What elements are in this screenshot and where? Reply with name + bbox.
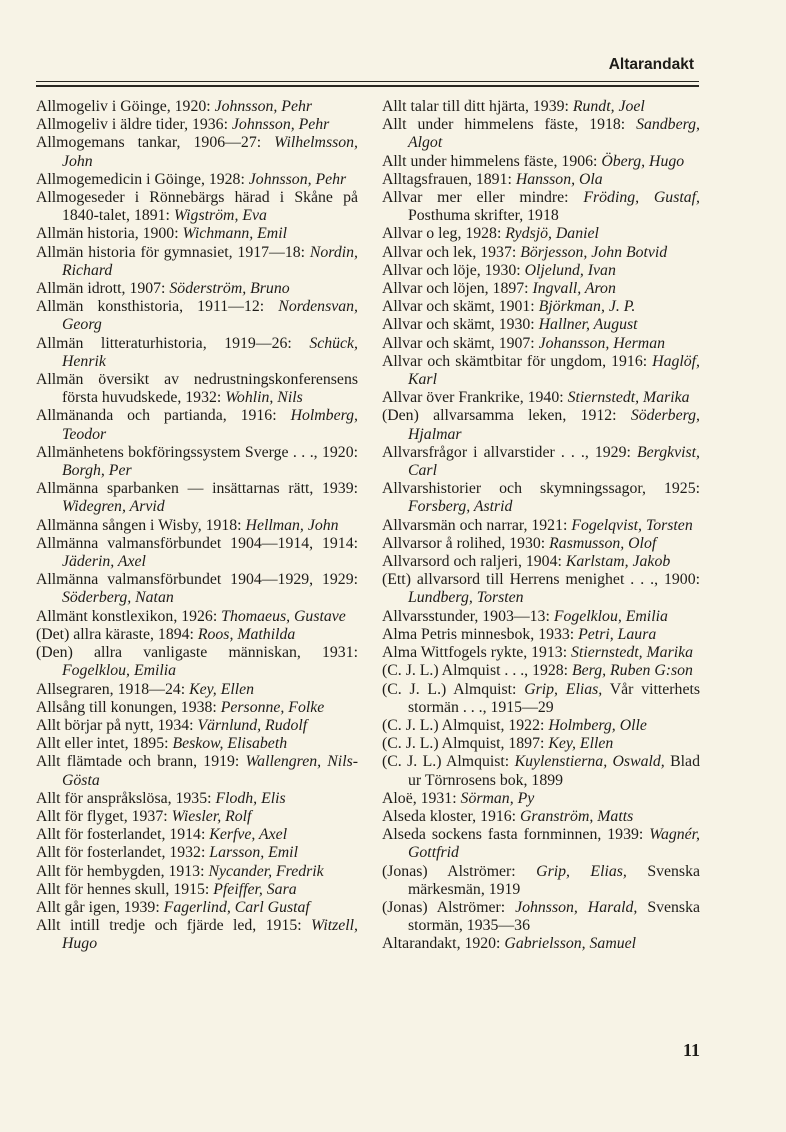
entry-author: Rasmusson, Olof <box>549 534 657 552</box>
entry-title: Allmän historia, 1900: <box>36 225 183 243</box>
catalog-entry <box>382 407 700 443</box>
catalog-entry <box>36 280 358 298</box>
entry-title: Allvar mer eller mindre: <box>382 189 584 207</box>
entry-title: Allmän konsthistoria, 1911—12: <box>36 298 279 316</box>
entry-author: Flodh, Elis <box>215 789 286 807</box>
catalog-entry <box>36 480 358 516</box>
catalog-entry <box>382 444 700 480</box>
catalog-entry <box>382 790 700 808</box>
catalog-entry <box>36 335 358 371</box>
entry-author: Wallengren, Nils-Gösta <box>62 753 358 789</box>
catalog-entry <box>382 571 700 607</box>
entry-title: Allmänna valmansförbundet 1904—1929, 1929: <box>36 571 358 589</box>
entry-author: Hellman, John <box>245 516 339 534</box>
entry-author: Johnsson, Pehr <box>231 116 330 134</box>
catalog-entry <box>36 571 358 607</box>
catalog-entry <box>382 608 700 626</box>
entry-title: Allt under himmelens fäste, 1906: <box>382 152 602 170</box>
entry-title: Altarandakt, 1920: <box>382 935 505 953</box>
catalog-entry <box>36 626 358 644</box>
entry-title: Allmogemedicin i Göinge, 1928: <box>36 170 249 188</box>
entry-author: Fogelklou, Emilia <box>62 662 177 680</box>
entry-author: Larsson, Emil <box>209 844 298 862</box>
entry-author: Thomaeus, Gustave <box>221 607 346 625</box>
entry-title: Allmogeseder i Rönnebärgs härad i Skåne på 1840-talet, 1891: <box>36 189 358 225</box>
catalog-entry <box>382 535 700 553</box>
entry-title: Allt eller intet, 1895: <box>36 735 173 753</box>
catalog-entry <box>36 735 358 753</box>
entry-title: Allt för fosterlandet, 1932: <box>36 844 210 862</box>
catalog-entry <box>36 899 358 917</box>
entry-author: Johnsson, Harald, <box>515 898 638 916</box>
entry-author: Jäderin, Axel <box>62 553 146 571</box>
catalog-entry <box>382 863 700 899</box>
entry-title: Allmän översikt av nedrustningskonferensens första huvudskede, 1932: <box>36 371 358 407</box>
entry-author: Wigström, Eva <box>173 207 267 225</box>
entry-title: Allt för fosterlandet, 1914: <box>36 826 210 844</box>
entry-title: Allt för hembygden, 1913: <box>36 862 209 880</box>
catalog-entry <box>382 826 700 862</box>
catalog-entry <box>36 717 358 735</box>
entry-title: Allt för hennes skull, 1915: <box>36 880 214 898</box>
entry-title: Alseda kloster, 1916: <box>382 807 521 825</box>
entry-title: Allmän idrott, 1907: <box>36 280 170 298</box>
entry-title: Allvar och skämt, 1907: <box>382 334 539 352</box>
entry-author: Borgh, Per <box>62 462 132 480</box>
entry-author: Widegren, Arvid <box>62 498 165 516</box>
catalog-entry <box>382 480 700 516</box>
entry-author: Witzell, Hugo <box>62 917 358 953</box>
header-rule-thin <box>36 81 699 82</box>
entry-author: Personne, Folke <box>220 698 325 716</box>
entry-author: Oljelund, Ivan <box>524 261 616 279</box>
entry-title: Aloë, 1931: <box>382 789 461 807</box>
catalog-entry <box>382 262 700 280</box>
catalog-entry <box>382 717 700 735</box>
catalog-entry <box>36 444 358 480</box>
catalog-entry <box>382 298 700 316</box>
entry-author: Ingvall, Aron <box>532 280 616 298</box>
entry-title: Allvarsstunder, 1903—13: <box>382 607 554 625</box>
entry-author: Holmberg, Olle <box>548 716 647 734</box>
entry-title: Alseda sockens fasta fornminnen, 1939: <box>382 826 650 844</box>
catalog-entry <box>36 863 358 881</box>
entry-title: Allt börjar på nytt, 1934: <box>36 716 198 734</box>
entry-title: Allvar och skämtbitar för ungdom, 1916: <box>382 352 653 370</box>
catalog-entry <box>382 753 700 789</box>
entry-author: Hallner, August <box>538 316 638 334</box>
entry-rest: Svenska stormän, 1935—36 <box>408 898 700 935</box>
entry-author: Bergkvist, Carl <box>408 443 700 480</box>
running-header: Altarandakt <box>608 56 694 73</box>
entry-author: Petri, Laura <box>578 625 657 643</box>
catalog-entry <box>382 808 700 826</box>
catalog-entry <box>382 662 700 680</box>
entry-title: (C. J. L.) Almquist . . ., 1928: <box>382 662 573 680</box>
catalog-entry <box>36 189 358 225</box>
entry-author: Fagerlind, Carl Gustaf <box>163 898 310 916</box>
catalog-entry <box>382 244 700 262</box>
entry-author: Wagnér, Gottfrid <box>408 826 700 862</box>
catalog-entry <box>382 389 700 407</box>
entry-title: Allmänanda och partianda, 1916: <box>36 407 291 425</box>
entry-title: Allvarsfrågor i allvarstider . . ., 1929: <box>382 443 637 461</box>
catalog-entry <box>36 644 358 680</box>
entry-title: Allvar och skämt, 1901: <box>382 298 539 316</box>
entry-author: Johnsson, Pehr <box>214 98 312 115</box>
entry-author: Fogelqvist, Torsten <box>571 516 693 534</box>
entry-author: Stiernstedt, Marika <box>567 389 690 407</box>
catalog-entry <box>36 407 358 443</box>
entry-author: Grip, Elias, <box>524 680 603 698</box>
entry-title: Allt talar till ditt hjärta, 1939: <box>382 98 573 115</box>
entry-author: Forsberg, Astrid <box>408 498 513 516</box>
entry-author: Öberg, Hugo <box>601 152 685 170</box>
catalog-entry <box>382 225 700 243</box>
catalog-entry <box>382 189 700 225</box>
catalog-entry <box>36 171 358 189</box>
entry-title: (Det) allra käraste, 1894: <box>36 625 198 643</box>
entry-author: Söderberg, Natan <box>62 589 174 607</box>
catalog-entry <box>36 826 358 844</box>
catalog-entry <box>382 171 700 189</box>
entry-author: Hansson, Ola <box>515 170 603 188</box>
catalog-entry <box>36 116 358 134</box>
entry-author: Wichmann, Emil <box>182 225 287 243</box>
catalog-entry <box>382 553 700 571</box>
entry-author: Pfeiffer, Sara <box>213 880 297 898</box>
entry-author: Holmberg, Teodor <box>62 407 358 443</box>
entry-author: Karlstam, Jakob <box>565 553 671 571</box>
entry-title: Alltagsfrauen, 1891: <box>382 170 516 188</box>
entry-title: (Den) allvarsamma leken, 1912: <box>382 407 631 425</box>
catalog-entry <box>382 353 700 389</box>
entry-author: Key, Ellen <box>189 680 255 698</box>
catalog-entry <box>36 517 358 535</box>
catalog-entry <box>36 608 358 626</box>
entry-rest: Svenska märkesmän, 1919 <box>408 862 700 898</box>
catalog-entry <box>382 98 700 116</box>
entry-author: Lundberg, Torsten <box>408 589 524 607</box>
entry-title: Allvar och skämt, 1930: <box>382 316 539 334</box>
entry-title: Allvar och löjen, 1897: <box>382 280 533 298</box>
entry-title: Allmänhetens bokföringssystem Sverge . . ., 1920: <box>36 443 358 461</box>
entry-author: Gabrielsson, Samuel <box>504 935 637 953</box>
entry-author: Nycander, Fredrik <box>208 862 324 880</box>
entry-title: Allvar och lek, 1937: <box>382 243 521 261</box>
entry-rest: Posthuma skrifter, 1918 <box>408 207 559 225</box>
entry-title: Allt under himmelens fäste, 1918: <box>382 116 637 134</box>
entry-title: Allmän historia för gymnasiet, 1917—18: <box>36 243 310 261</box>
entry-title: Allt för anspråkslösa, 1935: <box>36 789 216 807</box>
entry-author: Kerfve, Axel <box>209 826 288 844</box>
entry-title: Allmänt konstlexikon, 1926: <box>36 607 222 625</box>
catalog-entry <box>36 535 358 571</box>
entry-author: Nordensvan, Georg <box>62 298 358 334</box>
entry-author: Fröding, Gustaf, <box>583 189 700 207</box>
entry-title: Allmänna valmansförbundet 1904—1914, 1914: <box>36 534 358 552</box>
entry-title: (C. J. L.) Almquist, 1922: <box>382 716 549 734</box>
catalog-entry <box>382 153 700 171</box>
entry-title: (Den) allra vanligaste människan, 1931: <box>36 644 358 662</box>
entry-title: (Ett) allvarsord till Herrens menighet . . ., 1900: <box>382 571 700 589</box>
entry-author: Granström, Matts <box>520 807 634 825</box>
entry-title: Allmänna sparbanken — insättarnas rätt, 1939: <box>36 480 358 498</box>
catalog-entry <box>382 517 700 535</box>
entry-title: Allt för flyget, 1937: <box>36 807 172 825</box>
entry-title: Allmän litteraturhistoria, 1919—26: <box>36 334 310 352</box>
entry-title: Allmogemans tankar, 1906—27: <box>36 134 275 152</box>
entry-title: (Jonas) Alströmer: <box>382 862 537 880</box>
catalog-entry <box>382 899 700 935</box>
catalog-entry <box>382 316 700 334</box>
entry-author: Kuylenstierna, Oswald, <box>514 753 665 771</box>
entry-author: Fogelklou, Emilia <box>553 607 668 625</box>
entry-author: Roos, Mathilda <box>197 625 296 643</box>
entry-author: Börjesson, John Botvid <box>520 243 668 261</box>
entry-author: Stiernstedt, Marika <box>571 644 694 662</box>
entry-author: Söderström, Bruno <box>169 280 290 298</box>
catalog-entry <box>36 881 358 899</box>
catalog-entry <box>36 681 358 699</box>
catalog-entry <box>36 844 358 862</box>
entry-title: (Jonas) Alströmer: <box>382 898 516 916</box>
catalog-entry <box>382 644 700 662</box>
catalog-entry <box>36 298 358 334</box>
entry-title: Allmogeliv i Göinge, 1920: <box>36 98 215 115</box>
entry-title: Allsång till konungen, 1938: <box>36 698 221 716</box>
catalog-entry <box>36 753 358 789</box>
entry-title: Allvarshistorier och skymningssagor, 1925: <box>382 480 700 498</box>
entry-author: Nordin, Richard <box>62 243 358 279</box>
entry-author: Johnsson, Pehr <box>248 170 347 188</box>
entry-rest: Vår vitterhets stormän . . ., 1915—29 <box>408 680 701 716</box>
catalog-entry <box>382 116 700 152</box>
catalog-entry <box>382 681 700 717</box>
entry-author: Rundt, Joel <box>572 98 645 115</box>
entry-title: Alma Wittfogels rykte, 1913: <box>382 644 572 662</box>
entry-title: (C. J. L.) Almquist: <box>382 753 515 771</box>
catalog-entry <box>36 917 358 953</box>
catalog-entry <box>36 371 358 407</box>
entry-author: Sörman, Py <box>460 789 535 807</box>
catalog-entry <box>36 244 358 280</box>
catalog-entry <box>36 699 358 717</box>
entry-author: Wilhelmsson, John <box>62 134 358 170</box>
entry-author: Berg, Ruben G:son <box>572 662 693 680</box>
page-number: 11 <box>682 1040 700 1060</box>
catalog-entry <box>382 735 700 753</box>
entry-author: Schück, Henrik <box>62 334 358 370</box>
entry-author: Key, Ellen <box>548 735 614 753</box>
entry-title: Allvar o leg, 1928: <box>382 225 506 243</box>
entry-title: Allvar och löje, 1930: <box>382 261 525 279</box>
entry-title: (C. J. L.) Almquist, 1897: <box>382 735 549 753</box>
entry-title: Allt går igen, 1939: <box>36 898 164 916</box>
entry-title: (C. J. L.) Almquist: <box>382 680 525 698</box>
entry-title: Allsegraren, 1918—24: <box>36 680 190 698</box>
header-rule-thick <box>36 85 699 87</box>
entry-author: Björkman, J. P. <box>538 298 636 316</box>
entry-author: Värnlund, Rudolf <box>197 716 308 734</box>
catalog-entry <box>382 626 700 644</box>
catalog-entry <box>36 808 358 826</box>
entry-title: Alma Petris minnesbok, 1933: <box>382 625 579 643</box>
entry-title: Allmogeliv i äldre tider, 1936: <box>36 116 232 134</box>
entry-title: Allt flämtade och brann, 1919: <box>36 753 246 771</box>
entry-author: Beskow, Elisabeth <box>172 735 288 753</box>
right-column <box>382 98 700 954</box>
entry-author: Wohlin, Nils <box>225 389 303 407</box>
entry-title: Allmänna sången i Wisby, 1918: <box>36 516 246 534</box>
catalog-entry <box>36 790 358 808</box>
entry-title: Allvar över Frankrike, 1940: <box>382 389 568 407</box>
entry-title: Allt intill tredje och fjärde led, 1915: <box>36 917 312 935</box>
catalog-entry <box>382 335 700 353</box>
entry-author: Söderberg, Hjalmar <box>408 407 700 443</box>
entry-rest: Blad ur Törnrosens bok, 1899 <box>408 753 700 789</box>
catalog-entry <box>382 935 700 953</box>
catalog-entry <box>36 98 358 116</box>
entry-title: Allvarsord och raljeri, 1904: <box>382 553 566 571</box>
catalog-entry <box>36 134 358 170</box>
entry-author: Rydsjö, Daniel <box>505 225 599 243</box>
entry-author: Wiesler, Rolf <box>171 807 252 825</box>
entry-author: Haglöf, Karl <box>408 352 700 389</box>
entry-title: Allvarsor å rolihed, 1930: <box>382 534 550 552</box>
entry-author: Grip, Elias, <box>536 862 627 880</box>
left-column <box>36 98 358 954</box>
catalog-entry <box>382 280 700 298</box>
entry-author: Sandberg, Algot <box>408 116 700 152</box>
entry-author: Johansson, Herman <box>538 334 666 352</box>
entry-title: Allvarsmän och narrar, 1921: <box>382 516 572 534</box>
catalog-entry <box>36 225 358 243</box>
